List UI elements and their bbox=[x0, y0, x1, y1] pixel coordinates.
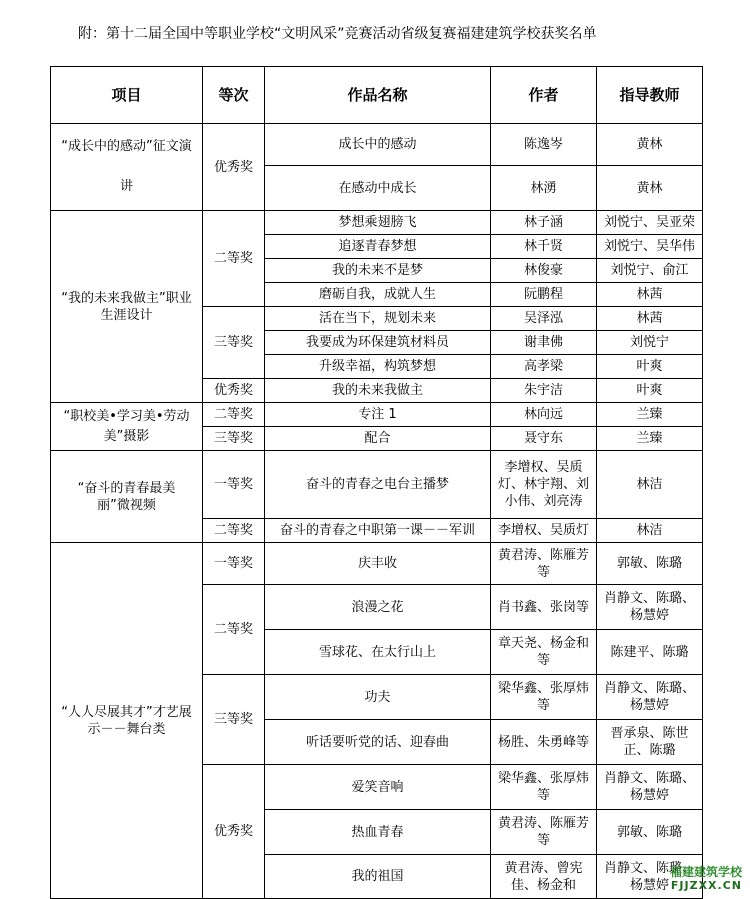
level-cell: 一等奖 bbox=[203, 543, 265, 585]
author-cell: 林湧 bbox=[491, 166, 597, 211]
work-cell: 奋斗的青春之中职第一课－－军训 bbox=[265, 519, 491, 543]
document-title: 附：第十二届全国中等职业学校“文明风采”竞赛活动省级复赛福建建筑学校获奖名单 bbox=[78, 26, 597, 42]
header-teacher: 指导教师 bbox=[597, 67, 703, 124]
author-cell: 黄君涛、陈雁芳等 bbox=[491, 810, 597, 855]
author-cell: 聂守东 bbox=[491, 427, 597, 451]
author-cell: 肖书鑫、张岗等 bbox=[491, 585, 597, 630]
teacher-cell: 刘悦宁、俞江 bbox=[597, 259, 703, 283]
work-cell: 在感动中成长 bbox=[265, 166, 491, 211]
teacher-cell: 肖静文、陈璐、杨慧婷 bbox=[597, 585, 703, 630]
project-cell: “人人尽展其才”才艺展示－－舞台类 bbox=[51, 543, 203, 899]
work-cell: 我的未来我做主 bbox=[265, 379, 491, 403]
work-cell: 我的未来不是梦 bbox=[265, 259, 491, 283]
work-cell: 庆丰收 bbox=[265, 543, 491, 585]
header-row bbox=[51, 67, 703, 124]
header-level: 等次 bbox=[203, 67, 265, 124]
author-cell: 阮鹏程 bbox=[491, 283, 597, 307]
author-cell: 杨胜、朱勇峰等 bbox=[491, 720, 597, 765]
work-cell: 活在当下，规划未来 bbox=[265, 307, 491, 331]
author-cell: 林俊豪 bbox=[491, 259, 597, 283]
author-cell: 朱宇洁 bbox=[491, 379, 597, 403]
teacher-cell: 刘悦宁 bbox=[597, 331, 703, 355]
work-cell: 爱笑音响 bbox=[265, 765, 491, 810]
work-cell: 专注 1 bbox=[265, 403, 491, 427]
teacher-cell: 郭敏、陈璐 bbox=[597, 810, 703, 855]
work-cell: 奋斗的青春之电台主播梦 bbox=[265, 451, 491, 519]
header-project: 项目 bbox=[51, 67, 203, 124]
table-row bbox=[51, 211, 703, 235]
work-cell: 浪漫之花 bbox=[265, 585, 491, 630]
work-cell: 听话要听党的话、迎春曲 bbox=[265, 720, 491, 765]
project-cell: “奋斗的青春最美丽”微视频 bbox=[51, 451, 203, 543]
author-cell: 林千贤 bbox=[491, 235, 597, 259]
watermark-url: FJJZXX.CN bbox=[670, 879, 742, 892]
teacher-cell: 林洁 bbox=[597, 451, 703, 519]
table-row bbox=[51, 543, 703, 585]
author-cell: 林向远 bbox=[491, 403, 597, 427]
table-row bbox=[51, 403, 703, 427]
author-cell: 谢聿佛 bbox=[491, 331, 597, 355]
teacher-cell: 刘悦宁、吴华伟 bbox=[597, 235, 703, 259]
level-cell: 二等奖 bbox=[203, 585, 265, 675]
work-cell: 升级幸福，构筑梦想 bbox=[265, 355, 491, 379]
teacher-cell: 黄林 bbox=[597, 124, 703, 166]
work-cell: 雪球花、在太行山上 bbox=[265, 630, 491, 675]
project-cell: “我的未来我做主”职业生涯设计 bbox=[51, 211, 203, 403]
author-cell: 李增权、吴质灯、林宇翔、刘小伟、刘亮涛 bbox=[491, 451, 597, 519]
level-cell: 优秀奖 bbox=[203, 765, 265, 899]
author-cell: 李增权、吴质灯 bbox=[491, 519, 597, 543]
teacher-cell: 黄林 bbox=[597, 166, 703, 211]
header-author: 作者 bbox=[491, 67, 597, 124]
teacher-cell: 兰臻 bbox=[597, 427, 703, 451]
teacher-cell: 林茜 bbox=[597, 283, 703, 307]
teacher-cell: 郭敏、陈璐 bbox=[597, 543, 703, 585]
teacher-cell: 林洁 bbox=[597, 519, 703, 543]
teacher-cell: 肖静文、陈璐、杨慧婷 bbox=[597, 765, 703, 810]
teacher-cell: 晋承泉、陈世正、陈璐 bbox=[597, 720, 703, 765]
teacher-cell: 刘悦宁、吴亚荣 bbox=[597, 211, 703, 235]
work-cell: 功夫 bbox=[265, 675, 491, 720]
level-cell: 优秀奖 bbox=[203, 379, 265, 403]
project-cell: “职校美•学习美•劳动美”摄影 bbox=[51, 403, 203, 451]
teacher-cell: 叶爽 bbox=[597, 355, 703, 379]
author-cell: 黄君涛、陈雁芳等 bbox=[491, 543, 597, 585]
author-cell: 黄君涛、曾宪佳、杨金和 bbox=[491, 855, 597, 899]
author-cell: 高孝梁 bbox=[491, 355, 597, 379]
work-cell: 配合 bbox=[265, 427, 491, 451]
work-cell: 我要成为环保建筑材料员 bbox=[265, 331, 491, 355]
site-watermark bbox=[670, 866, 742, 892]
author-cell: 陈逸岑 bbox=[491, 124, 597, 166]
award-table bbox=[50, 66, 703, 899]
work-cell: 梦想乘翅膀飞 bbox=[265, 211, 491, 235]
teacher-cell: 肖静文、陈璐、杨慧婷 bbox=[597, 855, 703, 899]
author-cell: 梁华鑫、张厚炜等 bbox=[491, 675, 597, 720]
teacher-cell: 肖静文、陈璐、杨慧婷 bbox=[597, 675, 703, 720]
teacher-cell: 林茜 bbox=[597, 307, 703, 331]
level-cell: 二等奖 bbox=[203, 403, 265, 427]
header-work: 作品名称 bbox=[265, 67, 491, 124]
project-cell: “成长中的感动”征文演讲 bbox=[51, 124, 203, 211]
level-cell: 一等奖 bbox=[203, 451, 265, 519]
teacher-cell: 陈建平、陈璐 bbox=[597, 630, 703, 675]
level-cell: 三等奖 bbox=[203, 427, 265, 451]
work-cell: 追逐青春梦想 bbox=[265, 235, 491, 259]
author-cell: 吴泽泓 bbox=[491, 307, 597, 331]
work-cell: 热血青春 bbox=[265, 810, 491, 855]
teacher-cell: 叶爽 bbox=[597, 379, 703, 403]
table-row bbox=[51, 451, 703, 519]
level-cell: 优秀奖 bbox=[203, 124, 265, 211]
table-row bbox=[51, 124, 703, 166]
level-cell: 三等奖 bbox=[203, 307, 265, 379]
watermark-text: 福建建筑学校 bbox=[669, 865, 742, 879]
author-cell: 梁华鑫、张厚炜等 bbox=[491, 765, 597, 810]
teacher-cell: 兰臻 bbox=[597, 403, 703, 427]
work-cell: 磨砺自我，成就人生 bbox=[265, 283, 491, 307]
author-cell: 林子涵 bbox=[491, 211, 597, 235]
work-cell: 我的祖国 bbox=[265, 855, 491, 899]
level-cell: 二等奖 bbox=[203, 211, 265, 307]
work-cell: 成长中的感动 bbox=[265, 124, 491, 166]
level-cell: 二等奖 bbox=[203, 519, 265, 543]
author-cell: 章天尧、杨金和等 bbox=[491, 630, 597, 675]
level-cell: 三等奖 bbox=[203, 675, 265, 765]
